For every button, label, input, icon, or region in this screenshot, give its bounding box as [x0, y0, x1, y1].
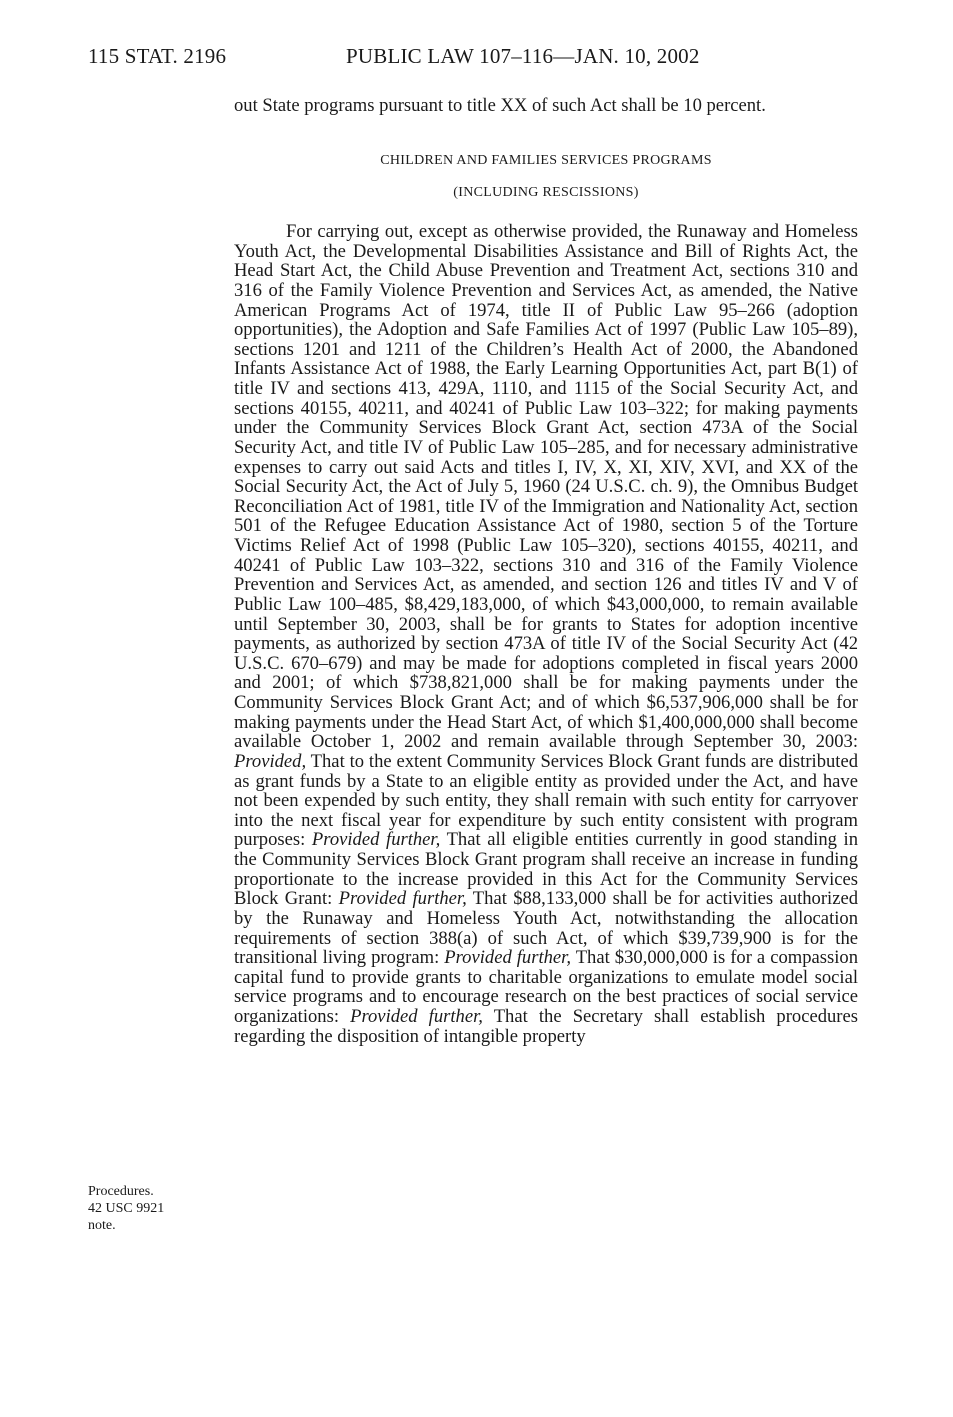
paragraph-text: That $88,133,000 shall be for activities authorized by the Runaway and Homeless Youth Act, notwithstanding the allocation requirements of section 388(a) of such Act, of which $39,739,900 is for the transitional living program:	[234, 888, 858, 969]
section-subheading: (INCLUDING RESCISSIONS)	[453, 185, 639, 200]
paragraph-text: That the Secretary shall establish procedures regarding the disposition of intangible property	[234, 1006, 858, 1047]
appropriation-paragraph	[234, 222, 858, 1046]
margin-note-line: note.	[88, 1218, 116, 1233]
proviso-label: Provided,	[234, 750, 307, 772]
paragraph-text: For carrying out, except as otherwise provided, the Runaway and Homeless Youth Act, the Developmental Disabilities Assistance and Bill of Rights Act, the Head Start Act, the Child Abuse Prevention and Treatment Act, sections 310 and 316 of the Family Violence Prevention and Services Act, as amended, the Native American Programs Act of 1974, title II of Public Law 95–266 (adoption opportunities), the Adoption and Safe Families Act of 1997 (Public Law 105–89), sections 1201 and 1211 of the Children’s Health Act of 2000, the Abandoned Infants Assistance Act of 1988, the Early Learning Opportunities Act, part B(1) of title IV and sections 413, 429A, 1110, and 1115 of the Social Security Act, and sections 40155, 40211, and 40241 of Public Law 103–322; for making payments under the Community Services Block Grant Act, section 473A of the Social Security Act, and title IV of Public Law 105–285, and for necessary administrative expenses to carry out said Acts and titles I, IV, X, XI, XIV, XVI, and XX of the Social Security Act, the Act of July 5, 1960 (24 U.S.C. ch. 9), the Omnibus Budget Reconciliation Act of 1981, title IV of the Immigration and Nationality Act, section 501 of the Refugee Education Assistance Act of 1980, section 5 of the Torture Victims Relief Act of 1998 (Public Law 105–320), sections 40155, 40211, and 40241 of Public Law 103–322, sections 310 and 316 of the Family Violence Prevention and Services Act, as amended, and section 126 and titles IV and V of Public Law 100–485, $8,429,183,000, of which $43,000,000, to remain available until September 30, 2003, shall be for grants to States for adoption incentive payments, as authorized by section 473A of title IV of the Social Security Act (42 U.S.C. 670–679) and may be made for adoptions completed in fiscal years 2000 and 2001; of which $738,821,000 shall be for making payments under the Community Services Block Grant Act; and of which $6,537,906,000 shall be for making payments under the Head Start Act, of which $1,400,000,000 shall become available October 1, 2002 and remain available through September 30, 2003:	[234, 221, 858, 753]
statute-page-number: 115 STAT. 2196	[88, 44, 227, 68]
section-heading: CHILDREN AND FAMILIES SERVICES PROGRAMS	[380, 153, 712, 168]
proviso-label: Provided further,	[444, 947, 572, 969]
proviso-label: Provided further,	[338, 888, 467, 910]
proviso-label: Provided further,	[350, 1006, 483, 1027]
paragraph-text: That $30,000,000 is for a compassion capital fund to provide grants to charitable organizations to emulate model social service programs and to encourage research on the best practices of social service organizations:	[234, 947, 858, 1027]
paragraph-text: That to the extent Community Services Block Grant funds are distributed as grant funds by a State to an eligible entity as provided under the Act, and have not been expended by such entity, they shall remain with such entity for carryover into the next fiscal year for expenditure by such entity consistent with program purposes:	[234, 750, 859, 851]
margin-note-line: 42 USC 9921	[88, 1201, 165, 1216]
margin-note	[88, 1183, 198, 1234]
public-law-citation: PUBLIC LAW 107–116—JAN. 10, 2002	[346, 44, 700, 68]
page-header	[88, 44, 858, 74]
continued-text: out State programs pursuant to title XX of such Act shall be 10 percent.	[234, 95, 766, 116]
paragraph-text: That all eligible entities currently in good standing in the Community Services Block Grant program shall receive an increase in funding proportionate to the increase provided in this Act for the Community Services Block Grant:	[234, 829, 859, 910]
margin-note-line: Procedures.	[88, 1184, 154, 1199]
proviso-label: Provided further,	[311, 829, 441, 851]
